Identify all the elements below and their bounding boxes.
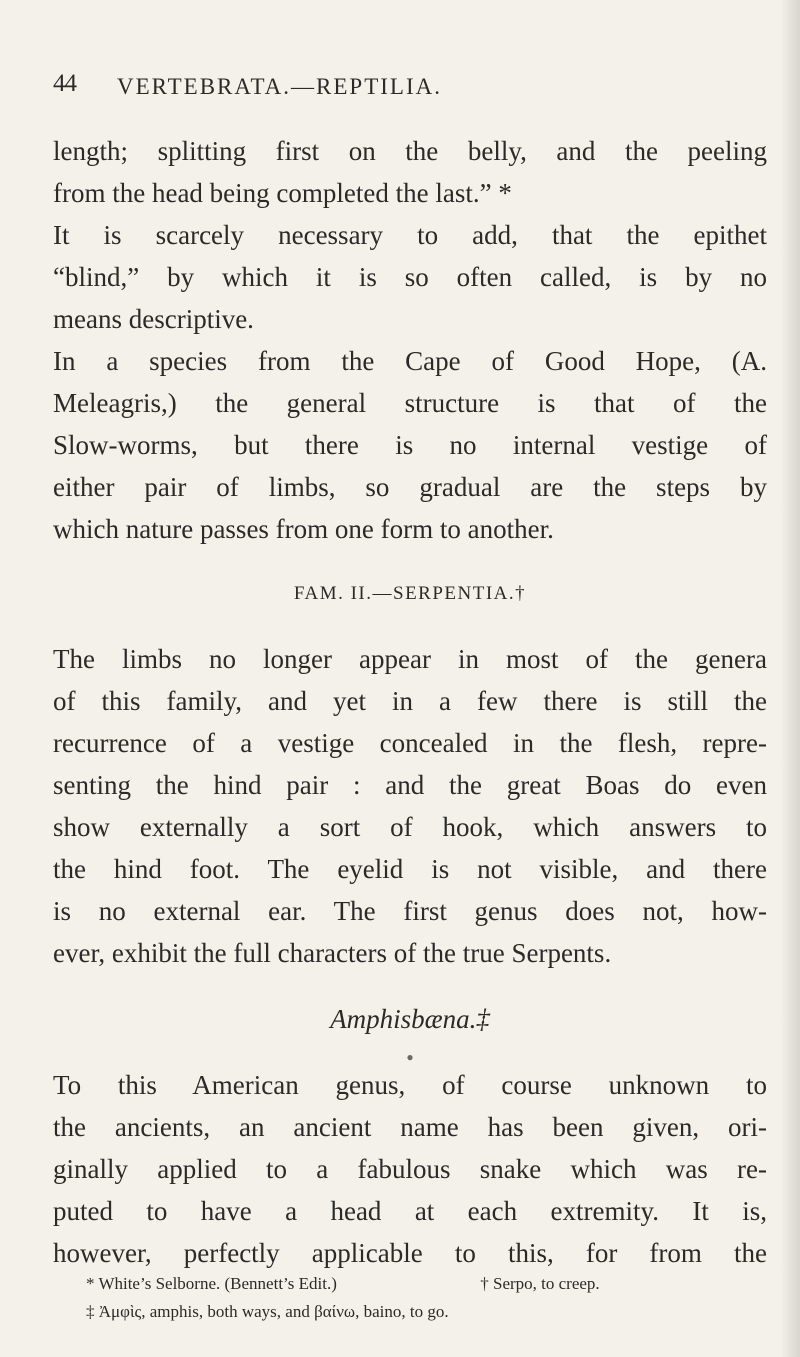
paragraph-1 [53, 130, 767, 214]
paragraph-3 [53, 340, 767, 550]
text-line: It is scarcely necessary to add, that the epithet [53, 220, 767, 250]
footnote-1: * White’s Selborne. (Bennett’s Edit.) [86, 1274, 337, 1293]
footnote-row [86, 1270, 766, 1298]
text-line: either pair of limbs, so gradual are the steps by [53, 472, 767, 502]
section-heading: FAM. II.—SERPENTIA.† [293, 583, 527, 604]
text-line: ginally applied to a fabulous snake which was re- [53, 1154, 767, 1184]
page-header [53, 70, 753, 110]
footnote-2: † Serpo, to creep. [480, 1274, 600, 1293]
spacer [53, 974, 767, 988]
spacer [53, 624, 767, 638]
text-line: To this American genus, of course unknown to [53, 1070, 767, 1100]
text-line: puted to have a head at each extremity. It is, [53, 1196, 767, 1226]
running-title: VERTEBRATA.—REPTILIA. [117, 74, 442, 99]
text-line: senting the hind pair : and the great Boas do even [53, 770, 767, 800]
text-line: Slow-worms, but there is no internal vestige of [53, 430, 767, 460]
text-line: which nature passes from one form to another. [53, 514, 554, 544]
text-line: recurrence of a vestige concealed in the flesh, repre- [53, 728, 767, 758]
text-line: of this family, and yet in a few there is still the [53, 686, 767, 716]
page-edge-shadow [780, 0, 800, 1357]
text-line: is no external ear. The first genus does not, how- [53, 896, 767, 926]
text-line: show externally a sort of hook, which answers to [53, 812, 767, 842]
genus-heading: Amphisbæna.‡ [330, 1004, 490, 1034]
footnotes [86, 1270, 766, 1326]
text-line: the ancients, an ancient name has been given, ori- [53, 1112, 767, 1142]
text-line: “blind,” by which it is so often called, is by no [53, 262, 767, 292]
text-line: from the head being completed the last.” * [53, 178, 512, 208]
ink-dot-mark: ● [406, 1050, 414, 1064]
text-line: however, perfectly applicable to this, for from the [53, 1238, 767, 1268]
footnote-3: ‡ Ἀμφὶς, amphis, both ways, and βαίνω, baino, to go. [86, 1302, 449, 1321]
text-line: length; splitting first on the belly, and the peeling [53, 136, 767, 166]
paragraph-4 [53, 638, 767, 974]
text-line: The limbs no longer appear in most of the genera [53, 644, 767, 674]
text-line: ever, exhibit the full characters of the true Serpents. [53, 938, 612, 968]
text-line: In a species from the Cape of Good Hope, (A. [53, 346, 767, 376]
paragraph-2 [53, 214, 767, 340]
spacer [53, 550, 767, 564]
body-text [53, 130, 767, 1274]
text-line: means descriptive. [53, 304, 254, 334]
paragraph-5 [53, 1064, 767, 1274]
page-number: 44 [53, 70, 76, 97]
text-line: Meleagris,) the general structure is that of the [53, 388, 767, 418]
text-line: the hind foot. The eyelid is not visible, and there [53, 854, 767, 884]
